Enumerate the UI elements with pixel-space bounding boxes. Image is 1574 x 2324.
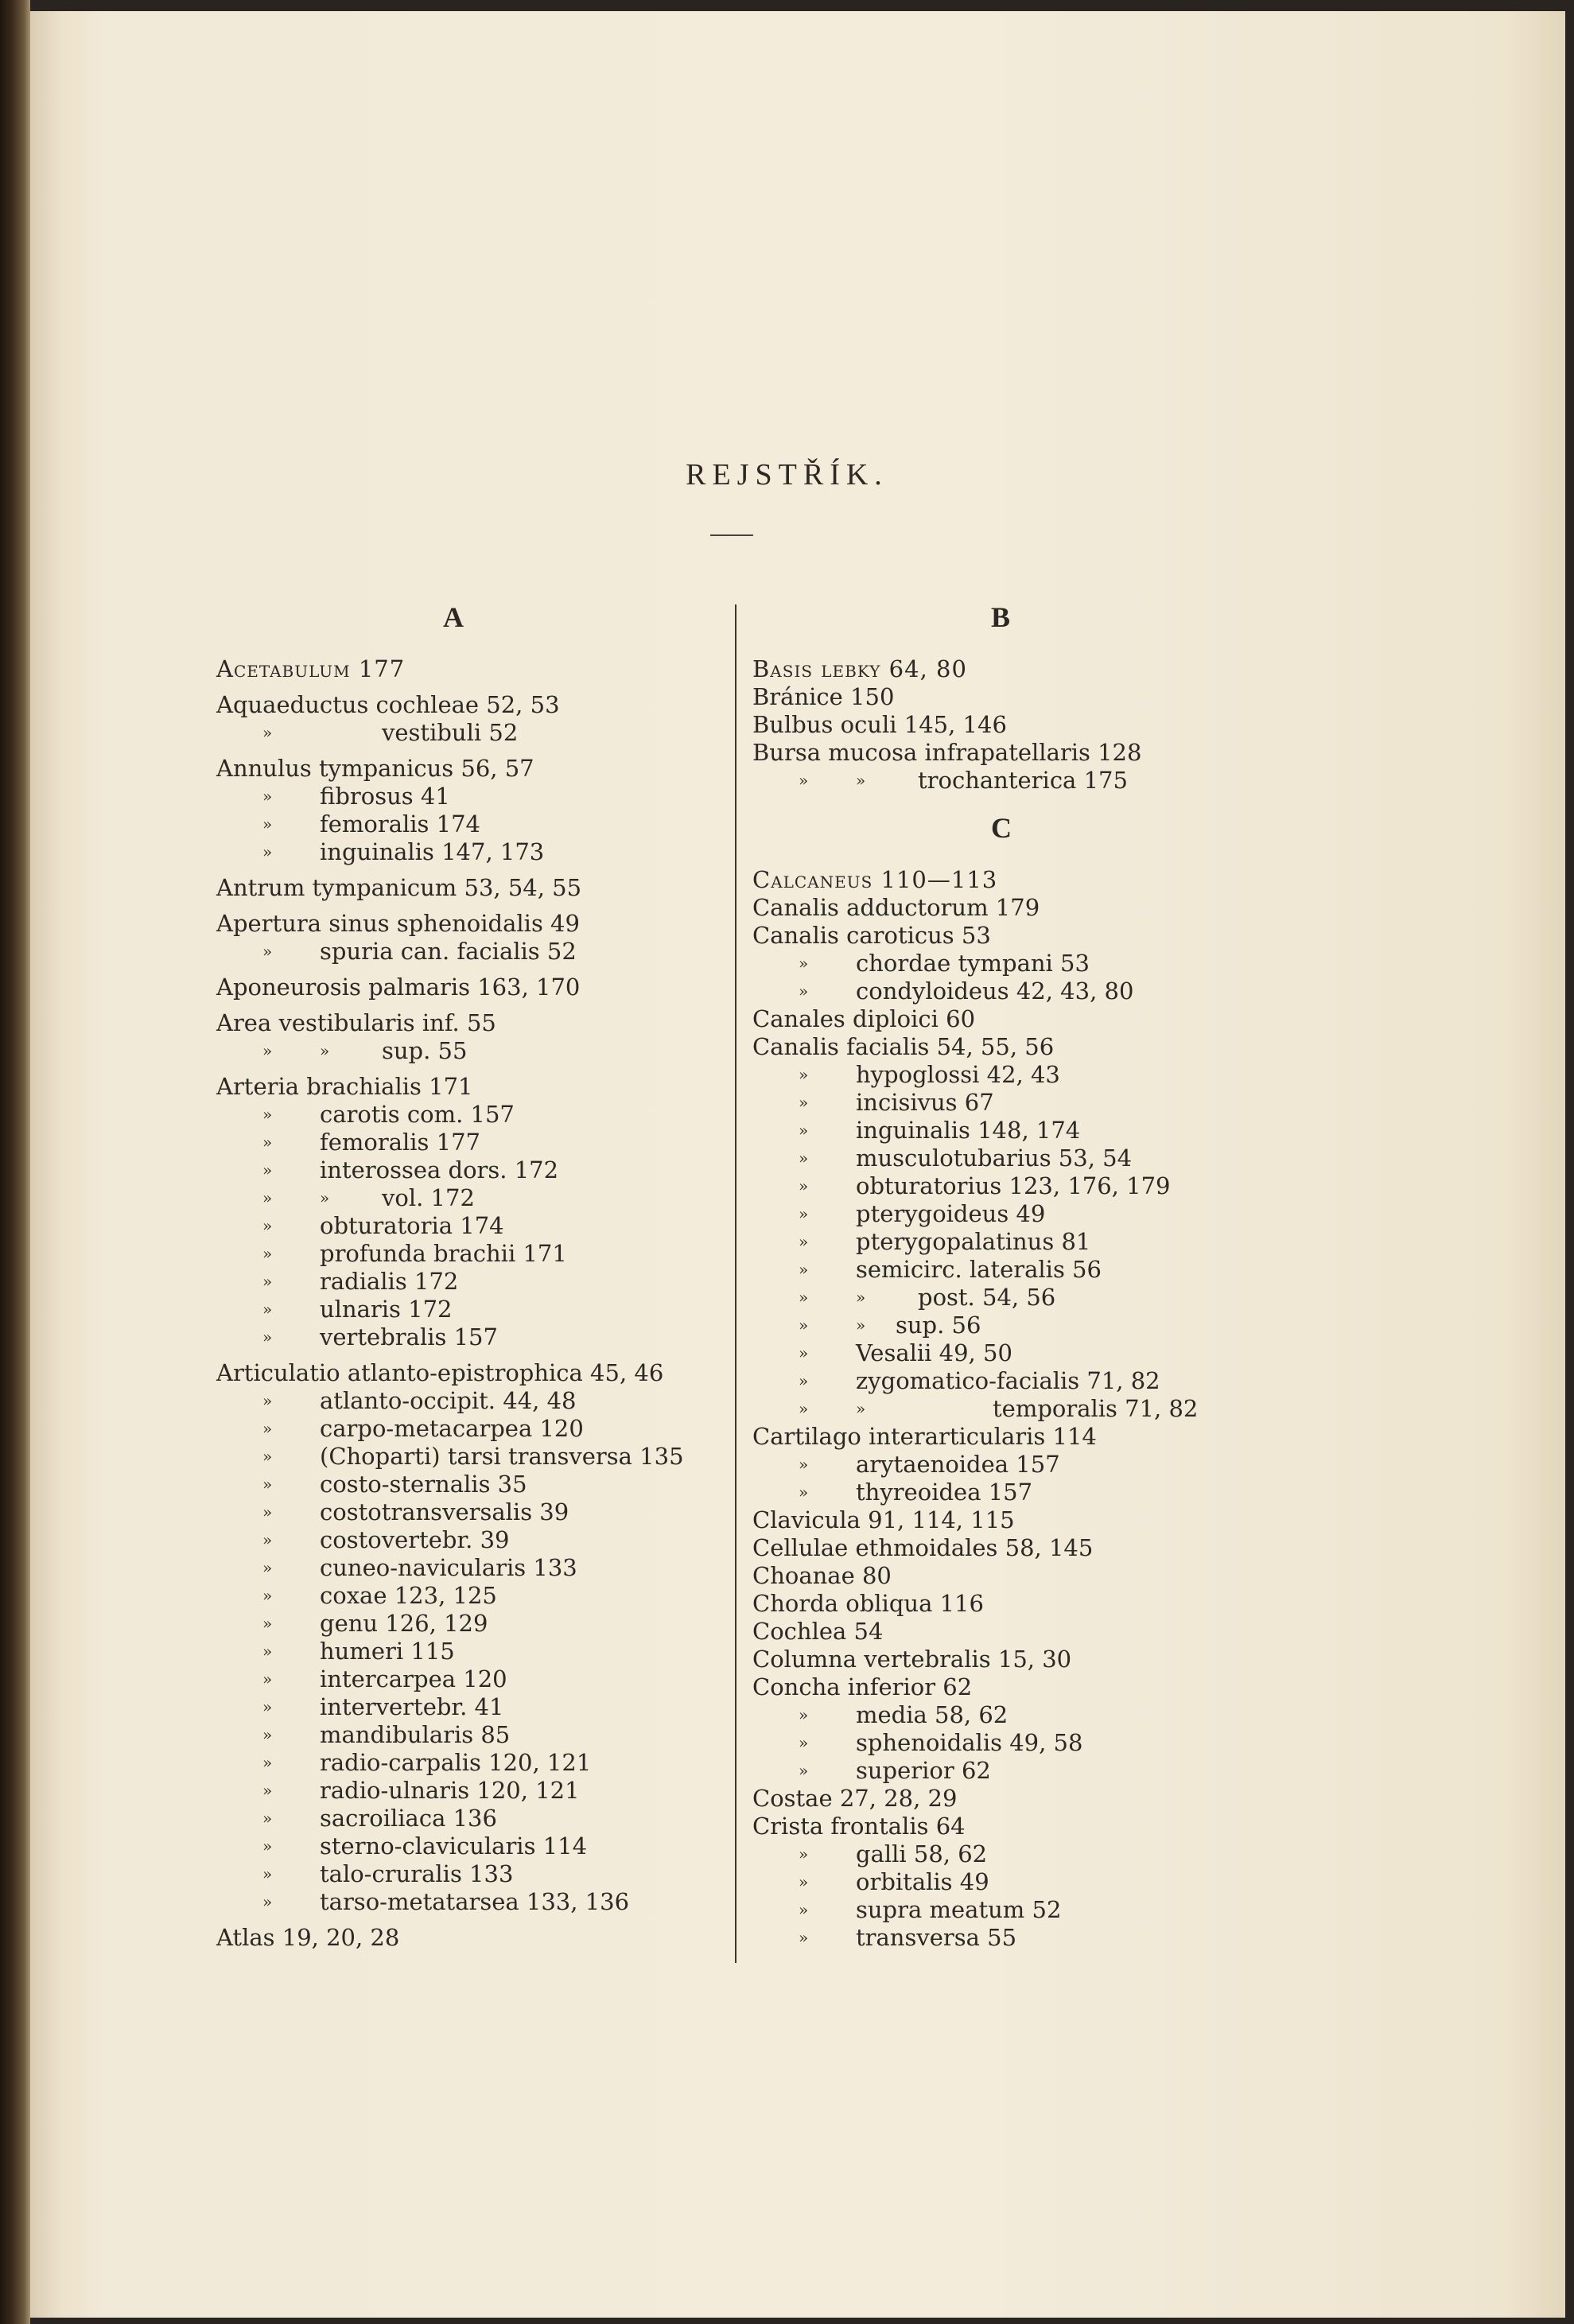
ditto-mark: » bbox=[262, 1697, 273, 1716]
index-subentry bbox=[752, 1896, 1246, 1924]
entry-text: Bránice 150 bbox=[752, 683, 895, 710]
index-entry bbox=[752, 1785, 1246, 1813]
index-entry bbox=[216, 974, 725, 1001]
ditto-mark: » bbox=[799, 981, 809, 1001]
index-subentry bbox=[752, 1284, 1246, 1312]
index-entry bbox=[216, 655, 725, 683]
entry-text: temporalis 71, 82 bbox=[993, 1395, 1199, 1422]
entry-text: genu 126, 129 bbox=[320, 1610, 488, 1637]
entry-text: vertebralis 157 bbox=[320, 1323, 498, 1350]
entry-text: costo-sternalis 35 bbox=[320, 1471, 527, 1498]
index-group bbox=[752, 655, 1246, 795]
entry-text: Canalis adductorum 179 bbox=[752, 894, 1040, 921]
ditto-mark: » bbox=[799, 1148, 809, 1168]
index-list-b bbox=[752, 655, 1246, 795]
index-group bbox=[752, 866, 1246, 1952]
ditto-mark: » bbox=[262, 1725, 273, 1744]
entry-text: vol. 172 bbox=[382, 1184, 475, 1211]
index-subentry bbox=[752, 1117, 1246, 1145]
index-entry bbox=[752, 1005, 1246, 1033]
index-entry bbox=[752, 1033, 1246, 1061]
entry-text: Canales diploici 60 bbox=[752, 1005, 976, 1032]
ditto-mark: » bbox=[799, 1204, 809, 1223]
entry-text: condyloideus 42, 43, 80 bbox=[856, 977, 1134, 1005]
title-underline bbox=[710, 534, 753, 536]
entry-text: semicirc. lateralis 56 bbox=[856, 1256, 1102, 1283]
index-subentry bbox=[216, 1129, 725, 1156]
ditto-mark: » bbox=[262, 1530, 273, 1549]
index-subentry bbox=[752, 1701, 1246, 1729]
entry-text: galli 58, 62 bbox=[856, 1840, 988, 1867]
index-subentry bbox=[216, 1387, 725, 1415]
index-subentry bbox=[216, 1805, 725, 1832]
ditto-mark: » bbox=[262, 1809, 273, 1828]
ditto-mark: » bbox=[262, 1642, 273, 1661]
entry-text: Apertura sinus sphenoidalis 49 bbox=[216, 910, 580, 937]
entry-text: zygomatico-facialis 71, 82 bbox=[856, 1367, 1160, 1394]
entry-text: inguinalis 147, 173 bbox=[320, 838, 545, 865]
index-entry bbox=[752, 1506, 1246, 1534]
index-subentry bbox=[752, 1089, 1246, 1117]
ditto-mark: » bbox=[262, 1188, 273, 1207]
entry-text: costovertebr. 39 bbox=[320, 1526, 510, 1553]
entry-text: (Choparti) tarsi transversa 135 bbox=[320, 1443, 684, 1470]
ditto-mark: » bbox=[262, 1614, 273, 1633]
section-letter-b: B bbox=[991, 601, 1011, 633]
index-subentry bbox=[752, 1312, 1246, 1339]
entry-text: Annulus tympanicus 56, 57 bbox=[216, 755, 534, 782]
index-subentry bbox=[752, 1729, 1246, 1757]
entry-text: intervertebr. 41 bbox=[320, 1693, 504, 1720]
index-subentry bbox=[216, 1323, 725, 1351]
entry-text: Area vestibularis inf. 55 bbox=[216, 1009, 496, 1036]
ditto-mark: » bbox=[262, 1272, 273, 1291]
index-entry bbox=[216, 910, 725, 938]
ditto-mark: » bbox=[799, 1232, 809, 1251]
index-subentry bbox=[216, 1184, 725, 1212]
entry-text: carpo-metacarpea 120 bbox=[320, 1415, 584, 1442]
index-entry bbox=[216, 755, 725, 783]
entry-text: tarso-metatarsea 133, 136 bbox=[320, 1888, 630, 1915]
ditto-mark: » bbox=[262, 1133, 273, 1152]
entry-text: Cellulae ethmoidales 58, 145 bbox=[752, 1534, 1094, 1561]
index-subentry bbox=[216, 1498, 725, 1526]
ditto-mark: » bbox=[799, 1065, 809, 1084]
entry-text: transversa 55 bbox=[856, 1924, 1017, 1951]
entry-text: trochanterica 175 bbox=[918, 767, 1128, 794]
index-subentry bbox=[216, 783, 725, 810]
entry-text: Bursa mucosa infrapatellaris 128 bbox=[752, 739, 1142, 766]
ditto-mark: » bbox=[262, 1160, 273, 1179]
ditto-mark: » bbox=[799, 1455, 809, 1474]
index-group bbox=[216, 910, 725, 966]
index-entry bbox=[216, 1073, 725, 1101]
index-group bbox=[216, 691, 725, 747]
entry-text: intercarpea 120 bbox=[320, 1665, 507, 1692]
index-entry bbox=[752, 1618, 1246, 1646]
entry-text: obturatoria 174 bbox=[320, 1212, 504, 1239]
index-column-left bbox=[216, 598, 725, 1960]
ditto-mark: » bbox=[856, 1399, 866, 1418]
entry-text: Aquaeductus cochleae 52, 53 bbox=[216, 691, 560, 718]
index-list-c bbox=[752, 866, 1246, 1952]
index-entry bbox=[752, 1534, 1246, 1562]
ditto-mark: » bbox=[320, 1041, 330, 1060]
ditto-mark: » bbox=[799, 1844, 809, 1863]
entry-text: sterno-clavicularis 114 bbox=[320, 1832, 588, 1860]
entry-text: Canalis facialis 54, 55, 56 bbox=[752, 1033, 1055, 1060]
index-entry bbox=[752, 1590, 1246, 1618]
index-group bbox=[216, 874, 725, 902]
index-subentry bbox=[752, 1395, 1246, 1423]
entry-text: supra meatum 52 bbox=[856, 1896, 1062, 1923]
ditto-mark: » bbox=[262, 723, 273, 742]
ditto-mark: » bbox=[799, 1121, 809, 1140]
index-entry bbox=[216, 1924, 725, 1952]
index-subentry bbox=[752, 1367, 1246, 1395]
entry-text: Cochlea 54 bbox=[752, 1618, 884, 1645]
index-subentry bbox=[752, 767, 1246, 795]
entry-text: Clavicula 91, 114, 115 bbox=[752, 1506, 1015, 1533]
index-group bbox=[216, 1009, 725, 1065]
index-entry bbox=[752, 683, 1246, 711]
ditto-mark: » bbox=[856, 1316, 866, 1335]
index-entry bbox=[216, 1359, 725, 1387]
index-subentry bbox=[752, 1061, 1246, 1089]
index-subentry bbox=[216, 1860, 725, 1888]
ditto-mark: » bbox=[799, 1316, 809, 1335]
ditto-mark: » bbox=[799, 1483, 809, 1502]
entry-text: talo-cruralis 133 bbox=[320, 1860, 514, 1887]
ditto-mark: » bbox=[799, 1872, 809, 1891]
entry-text: hypoglossi 42, 43 bbox=[856, 1061, 1060, 1088]
entry-text: Aponeurosis palmaris 163, 170 bbox=[216, 974, 581, 1001]
entry-text: chordae tympani 53 bbox=[856, 950, 1090, 977]
entry-text: Columna vertebralis 15, 30 bbox=[752, 1646, 1072, 1673]
section-letter-c: C bbox=[991, 812, 1012, 844]
index-group bbox=[216, 1359, 725, 1916]
index-subentry bbox=[216, 1471, 725, 1498]
entry-text: Crista frontalis 64 bbox=[752, 1813, 966, 1840]
index-entry bbox=[752, 1423, 1246, 1451]
entry-text: femoralis 177 bbox=[320, 1129, 481, 1156]
entry-text: Arteria brachialis 171 bbox=[216, 1073, 473, 1100]
index-subentry bbox=[216, 1721, 725, 1749]
entry-text: atlanto-occipit. 44, 48 bbox=[320, 1387, 577, 1414]
ditto-mark: » bbox=[799, 1093, 809, 1112]
index-subentry bbox=[216, 1526, 725, 1554]
index-subentry bbox=[216, 1037, 725, 1065]
entry-text: mandibularis 85 bbox=[320, 1721, 511, 1748]
entry-text: interossea dors. 172 bbox=[320, 1156, 559, 1183]
index-subentry bbox=[216, 1888, 725, 1916]
entry-text: thyreoidea 157 bbox=[856, 1479, 1033, 1506]
index-entry bbox=[752, 655, 1246, 683]
entry-text: Vesalii 49, 50 bbox=[856, 1339, 1012, 1366]
entry-text: sphenoidalis 49, 58 bbox=[856, 1729, 1083, 1756]
entry-text: Choanae 80 bbox=[752, 1562, 892, 1589]
entry-text: post. 54, 56 bbox=[918, 1284, 1056, 1311]
entry-text: Articulatio atlanto-epistrophica 45, 46 bbox=[216, 1359, 664, 1386]
ditto-mark: » bbox=[262, 1419, 273, 1438]
ditto-mark: » bbox=[262, 1216, 273, 1235]
entry-text: Bulbus oculi 145, 146 bbox=[752, 711, 1007, 738]
entry-text: superior 62 bbox=[856, 1757, 991, 1784]
index-subentry bbox=[752, 1200, 1246, 1228]
index-group bbox=[216, 1073, 725, 1351]
entry-text: femoralis 174 bbox=[320, 810, 481, 837]
index-subentry bbox=[752, 1479, 1246, 1506]
index-subentry bbox=[216, 1693, 725, 1721]
index-subentry bbox=[216, 719, 725, 747]
index-subentry bbox=[216, 1582, 725, 1610]
index-subentry bbox=[216, 1443, 725, 1471]
ditto-mark: » bbox=[262, 1041, 273, 1060]
entry-text: Calcaneus 110—113 bbox=[752, 866, 998, 893]
ditto-mark: » bbox=[262, 1327, 273, 1347]
ditto-mark: » bbox=[262, 1300, 273, 1319]
entry-text: obturatorius 123, 176, 179 bbox=[856, 1172, 1171, 1199]
ditto-mark: » bbox=[262, 1475, 273, 1494]
entry-text: vestibuli 52 bbox=[382, 719, 519, 746]
ditto-mark: » bbox=[262, 1558, 273, 1577]
book-spine-edge bbox=[0, 0, 30, 2324]
index-group bbox=[216, 1924, 725, 1952]
ditto-mark: » bbox=[799, 1288, 809, 1307]
ditto-mark: » bbox=[799, 1733, 809, 1752]
ditto-mark: » bbox=[262, 1502, 273, 1521]
index-entry bbox=[752, 922, 1246, 950]
index-subentry bbox=[216, 1638, 725, 1665]
ditto-mark: » bbox=[799, 954, 809, 973]
index-entry bbox=[752, 1646, 1246, 1673]
entry-text: Chorda obliqua 116 bbox=[752, 1590, 984, 1617]
index-subentry bbox=[216, 1554, 725, 1582]
entry-text: Acetabulum 177 bbox=[216, 655, 406, 682]
ditto-mark: » bbox=[262, 787, 273, 806]
ditto-mark: » bbox=[799, 1900, 809, 1919]
index-entry bbox=[752, 1562, 1246, 1590]
index-entry bbox=[752, 894, 1246, 922]
index-entry bbox=[752, 739, 1246, 767]
index-subentry bbox=[216, 1610, 725, 1638]
entry-text: profunda brachii 171 bbox=[320, 1240, 567, 1267]
index-subentry bbox=[752, 1868, 1246, 1896]
ditto-mark: » bbox=[262, 1753, 273, 1772]
ditto-mark: » bbox=[262, 1105, 273, 1124]
entry-text: musculotubarius 53, 54 bbox=[856, 1145, 1133, 1172]
index-subentry bbox=[216, 1268, 725, 1296]
ditto-mark: » bbox=[262, 814, 273, 834]
section-letter-a: A bbox=[443, 601, 464, 633]
ditto-mark: » bbox=[799, 1260, 809, 1279]
entry-text: carotis com. 157 bbox=[320, 1101, 515, 1128]
entry-text: radio-ulnaris 120, 121 bbox=[320, 1777, 580, 1804]
index-subentry bbox=[752, 1339, 1246, 1367]
entry-text: sup. 56 bbox=[896, 1312, 981, 1339]
index-group bbox=[216, 755, 725, 866]
entry-text: Antrum tympanicum 53, 54, 55 bbox=[216, 874, 582, 901]
entry-text: pterygoideus 49 bbox=[856, 1200, 1046, 1227]
ditto-mark: » bbox=[799, 771, 809, 790]
index-subentry bbox=[752, 1172, 1246, 1200]
ditto-mark: » bbox=[262, 842, 273, 861]
ditto-mark: » bbox=[320, 1188, 330, 1207]
entry-text: Costae 27, 28, 29 bbox=[752, 1785, 958, 1812]
index-entry bbox=[216, 874, 725, 902]
entry-text: sup. 55 bbox=[382, 1037, 468, 1064]
index-subentry bbox=[216, 1240, 725, 1268]
index-list-a bbox=[216, 655, 725, 1952]
ditto-mark: » bbox=[262, 1244, 273, 1263]
index-subentry bbox=[752, 1145, 1246, 1172]
index-subentry bbox=[752, 1924, 1246, 1952]
index-entry bbox=[216, 1009, 725, 1037]
ditto-mark: » bbox=[856, 771, 866, 790]
ditto-mark: » bbox=[799, 1705, 809, 1724]
index-entry bbox=[752, 866, 1246, 894]
index-group bbox=[216, 655, 725, 683]
ditto-mark: » bbox=[799, 1176, 809, 1195]
entry-text: media 58, 62 bbox=[856, 1701, 1009, 1728]
index-entry bbox=[752, 1813, 1246, 1840]
index-subentry bbox=[216, 838, 725, 866]
column-divider bbox=[735, 604, 736, 1963]
ditto-mark: » bbox=[262, 1586, 273, 1605]
index-subentry bbox=[752, 977, 1246, 1005]
index-group bbox=[216, 974, 725, 1001]
index-subentry bbox=[216, 1212, 725, 1240]
entry-text: humeri 115 bbox=[320, 1638, 455, 1665]
index-subentry bbox=[216, 1415, 725, 1443]
ditto-mark: » bbox=[262, 1669, 273, 1689]
ditto-mark: » bbox=[799, 1343, 809, 1362]
ditto-mark: » bbox=[799, 1371, 809, 1390]
entry-text: Concha inferior 62 bbox=[752, 1673, 973, 1700]
index-subentry bbox=[216, 1156, 725, 1184]
ditto-mark: » bbox=[799, 1399, 809, 1418]
entry-text: fibrosus 41 bbox=[320, 783, 450, 810]
ditto-mark: » bbox=[262, 1836, 273, 1856]
index-subentry bbox=[216, 1296, 725, 1323]
ditto-mark: » bbox=[799, 1928, 809, 1947]
index-subentry bbox=[752, 1451, 1246, 1479]
entry-text: pterygopalatinus 81 bbox=[856, 1228, 1091, 1255]
entry-text: Basis lebky 64, 80 bbox=[752, 655, 967, 682]
entry-text: radialis 172 bbox=[320, 1268, 459, 1295]
entry-text: Canalis caroticus 53 bbox=[752, 922, 991, 949]
index-entry bbox=[752, 711, 1246, 739]
index-entry bbox=[216, 691, 725, 719]
entry-text: cuneo-navicularis 133 bbox=[320, 1554, 577, 1581]
entry-text: spuria can. facialis 52 bbox=[320, 938, 577, 965]
index-entry bbox=[752, 1673, 1246, 1701]
entry-text: ulnaris 172 bbox=[320, 1296, 453, 1323]
ditto-mark: » bbox=[262, 1447, 273, 1466]
index-subentry bbox=[216, 1101, 725, 1129]
index-subentry bbox=[216, 810, 725, 838]
index-subentry bbox=[752, 1757, 1246, 1785]
entry-text: orbitalis 49 bbox=[856, 1868, 989, 1895]
index-subentry bbox=[752, 1256, 1246, 1284]
index-column-right bbox=[752, 598, 1246, 1960]
index-subentry bbox=[216, 1832, 725, 1860]
entry-text: incisivus 67 bbox=[856, 1089, 994, 1116]
ditto-mark: » bbox=[856, 1288, 866, 1307]
index-subentry bbox=[216, 1777, 725, 1805]
index-subentry bbox=[752, 1840, 1246, 1868]
ditto-mark: » bbox=[799, 1761, 809, 1780]
index-subentry bbox=[216, 1665, 725, 1693]
ditto-mark: » bbox=[262, 1864, 273, 1883]
index-subentry bbox=[752, 950, 1246, 977]
entry-text: sacroiliaca 136 bbox=[320, 1805, 497, 1832]
entry-text: coxae 123, 125 bbox=[320, 1582, 497, 1609]
entry-text: inguinalis 148, 174 bbox=[856, 1117, 1081, 1144]
ditto-mark: » bbox=[262, 942, 273, 961]
index-subentry bbox=[216, 938, 725, 966]
ditto-mark: » bbox=[262, 1892, 273, 1911]
ditto-mark: » bbox=[262, 1391, 273, 1410]
page-title: REJSTŘÍK. bbox=[686, 458, 888, 492]
entry-text: costotransversalis 39 bbox=[320, 1498, 569, 1525]
ditto-mark: » bbox=[262, 1781, 273, 1800]
entry-text: arytaenoidea 157 bbox=[856, 1451, 1060, 1478]
entry-text: Atlas 19, 20, 28 bbox=[216, 1924, 400, 1951]
index-subentry bbox=[216, 1749, 725, 1777]
entry-text: radio-carpalis 120, 121 bbox=[320, 1749, 592, 1776]
index-subentry bbox=[752, 1228, 1246, 1256]
entry-text: Cartilago interarticularis 114 bbox=[752, 1423, 1097, 1450]
